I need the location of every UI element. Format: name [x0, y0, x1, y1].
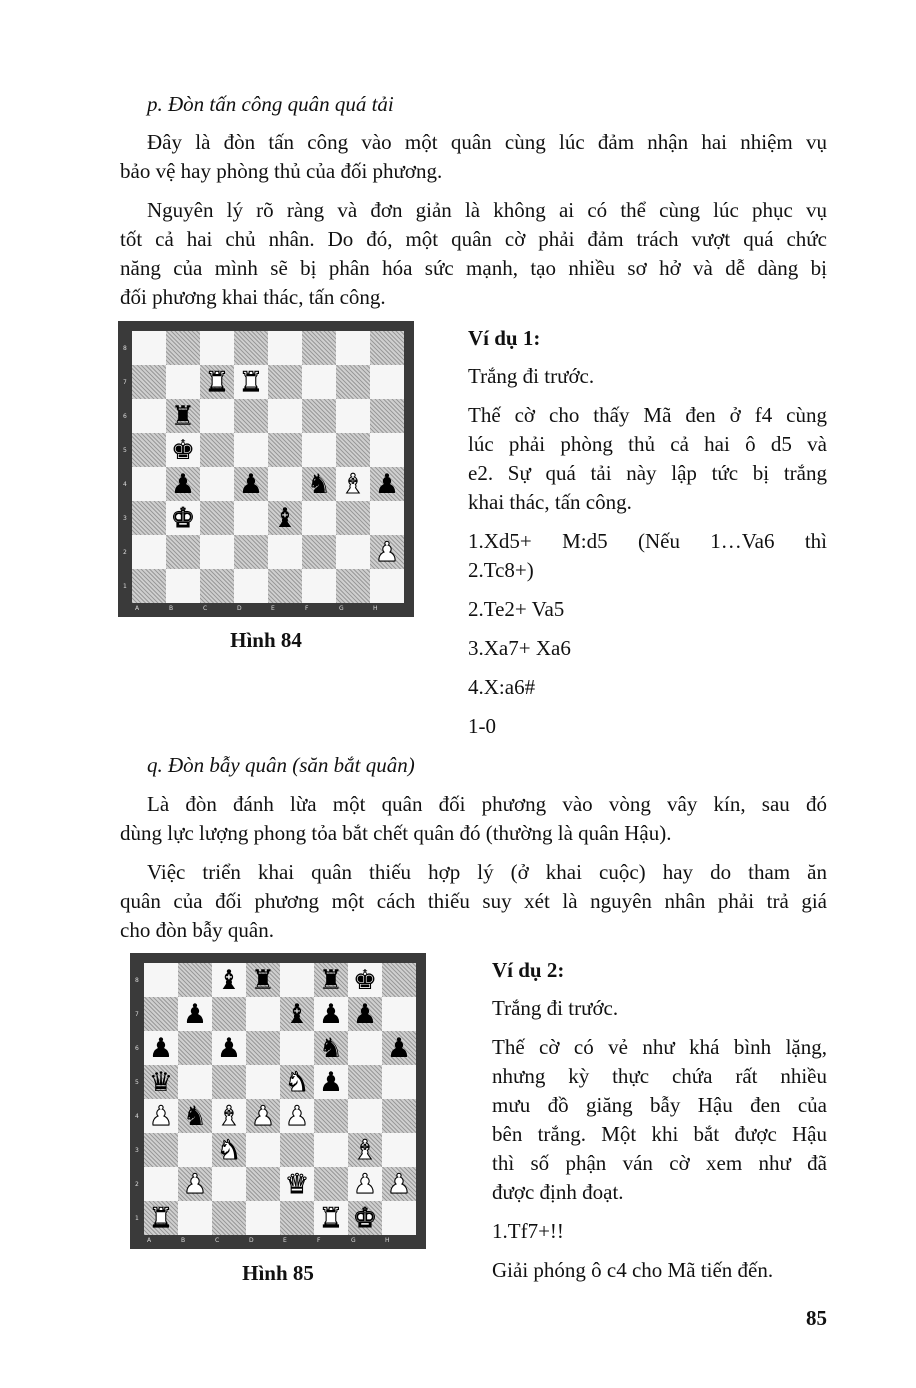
section-p-para2-line1: Nguyên lý rõ ràng và đơn giản là không ai có thể cùng lúc phục vụ	[147, 198, 827, 222]
white-rook-icon: ♜	[238, 366, 264, 398]
square-g2	[336, 535, 370, 569]
white-knight-icon: ♞	[284, 1066, 310, 1098]
square-e6	[280, 1031, 314, 1065]
white-pawn-icon: ♟	[352, 1168, 378, 1200]
square-g4	[336, 467, 370, 501]
square-h3	[370, 501, 404, 535]
square-g7	[348, 997, 382, 1031]
black-knight-icon: ♞	[318, 1032, 344, 1064]
file-label-d: D	[249, 1237, 254, 1244]
file-label-b: B	[169, 605, 174, 612]
rank-label-1: 1	[123, 583, 127, 590]
example1-result: 1-0	[468, 714, 496, 738]
square-a5	[132, 433, 166, 467]
square-c6	[212, 1031, 246, 1065]
white-pawn-icon: ♟	[386, 1168, 412, 1200]
file-label-f: F	[305, 605, 309, 612]
square-f7	[314, 997, 348, 1031]
square-d2	[234, 535, 268, 569]
square-a4	[144, 1099, 178, 1133]
figure-84-caption: Hình 84	[230, 628, 302, 652]
rank-label-3: 3	[135, 1147, 139, 1154]
square-g2	[348, 1167, 382, 1201]
square-c4	[200, 467, 234, 501]
black-pawn-icon: ♟	[216, 1032, 242, 1064]
square-h6	[382, 1031, 416, 1065]
example2-desc-line1: Thế cờ có vẻ như khá bình lặng,	[492, 1035, 827, 1059]
square-e2	[280, 1167, 314, 1201]
example2-title: Ví dụ 2:	[492, 958, 565, 982]
white-queen-icon: ♛	[284, 1168, 310, 1200]
black-knight-icon: ♞	[182, 1100, 208, 1132]
square-c3	[212, 1133, 246, 1167]
square-d3	[234, 501, 268, 535]
white-rook-icon: ♜	[204, 366, 230, 398]
square-g3	[348, 1133, 382, 1167]
file-label-g: G	[339, 605, 344, 612]
section-q-para1-line1: Là đòn đánh lừa một quân đối phương vào vòng vây kín, sau đó	[147, 792, 827, 816]
square-a6	[144, 1031, 178, 1065]
file-label-c: C	[215, 1237, 220, 1244]
section-q-para2-line3: cho đòn bẫy quân.	[120, 918, 274, 942]
square-c5	[212, 1065, 246, 1099]
example1-side: Trắng đi trước.	[468, 364, 595, 388]
square-a8	[144, 963, 178, 997]
white-pawn-icon: ♟	[182, 1168, 208, 1200]
rank-label-5: 5	[135, 1079, 139, 1086]
square-g1	[348, 1201, 382, 1235]
square-d2	[246, 1167, 280, 1201]
black-bishop-icon: ♝	[216, 964, 242, 996]
example1-move2: 2.Te2+ Va5	[468, 597, 565, 621]
section-p-para2-line2: tốt cả hai chủ nhân. Do đó, một quân cờ phải đảm trách vượt quá chức	[120, 227, 827, 251]
example1-move3: 3.Xa7+ Xa6	[468, 636, 571, 660]
square-a8	[132, 331, 166, 365]
rank-label-4: 4	[123, 481, 127, 488]
black-pawn-icon: ♟	[170, 468, 196, 500]
square-d6	[246, 1031, 280, 1065]
square-e3	[268, 501, 302, 535]
rank-label-8: 8	[135, 977, 139, 984]
square-h8	[370, 331, 404, 365]
square-b6	[166, 399, 200, 433]
white-bishop-icon: ♝	[340, 468, 366, 500]
black-pawn-icon: ♟	[318, 1066, 344, 1098]
file-label-g: G	[351, 1237, 356, 1244]
square-f3	[314, 1133, 348, 1167]
board-84-frame	[118, 321, 414, 617]
file-label-h: H	[385, 1237, 390, 1244]
rank-label-5: 5	[123, 447, 127, 454]
black-bishop-icon: ♝	[284, 998, 310, 1030]
square-f2	[314, 1167, 348, 1201]
square-f7	[302, 365, 336, 399]
square-h8	[382, 963, 416, 997]
example1-desc-line2: lúc phải phòng thủ cả hai ô d5 và	[468, 432, 827, 456]
square-e1	[268, 569, 302, 603]
example2-move1: 1.Tf7+!!	[492, 1219, 564, 1243]
example2-side: Trắng đi trước.	[492, 996, 619, 1020]
square-f1	[302, 569, 336, 603]
square-h5	[370, 433, 404, 467]
file-label-e: E	[283, 1237, 287, 1244]
rank-label-1: 1	[135, 1215, 139, 1222]
rank-label-6: 6	[123, 413, 127, 420]
square-g8	[336, 331, 370, 365]
square-f6	[302, 399, 336, 433]
example1-desc-line3: e2. Sự quá tải này lập tức bị trắng	[468, 461, 827, 485]
square-d6	[234, 399, 268, 433]
square-b4	[166, 467, 200, 501]
square-d3	[246, 1133, 280, 1167]
black-rook-icon: ♜	[250, 964, 276, 996]
square-e6	[268, 399, 302, 433]
square-h2	[382, 1167, 416, 1201]
section-q-para2-line1: Việc triển khai quân thiếu hợp lý (ở khai cuộc) hay do tham ăn	[147, 860, 827, 884]
square-f1	[314, 1201, 348, 1235]
rank-label-2: 2	[135, 1181, 139, 1188]
square-f6	[314, 1031, 348, 1065]
black-pawn-icon: ♟	[318, 998, 344, 1030]
example2-note: Giải phóng ô c4 cho Mã tiến đến.	[492, 1258, 774, 1282]
square-f5	[302, 433, 336, 467]
black-knight-icon: ♞	[306, 468, 332, 500]
section-p-para2-line3: năng của mình sẽ bị phân hóa sức mạnh, tạo nhiều sơ hở và dễ dàng bị	[120, 256, 827, 280]
section-q-para2-line2: quân của đối phương một cách thiếu suy xét là nguyên nhân phải trả giá	[120, 889, 827, 913]
section-p-para1-line1: Đây là đòn tấn công vào một quân cùng lúc đảm nhận hai nhiệm vụ	[147, 130, 827, 154]
square-f2	[302, 535, 336, 569]
square-b3	[178, 1133, 212, 1167]
section-p-para2-line4: đối phương khai thác, tấn công.	[120, 285, 386, 309]
square-e5	[280, 1065, 314, 1099]
file-label-e: E	[271, 605, 275, 612]
square-c3	[200, 501, 234, 535]
square-h7	[370, 365, 404, 399]
white-king-icon: ♚	[170, 502, 196, 534]
square-a2	[144, 1167, 178, 1201]
square-h7	[382, 997, 416, 1031]
rank-label-3: 3	[123, 515, 127, 522]
square-a1	[132, 569, 166, 603]
example2-desc-line6: được định đoạt.	[492, 1180, 624, 1204]
square-b3	[166, 501, 200, 535]
file-label-f: F	[317, 1237, 321, 1244]
square-e3	[280, 1133, 314, 1167]
square-h6	[370, 399, 404, 433]
square-c8	[200, 331, 234, 365]
black-pawn-icon: ♟	[352, 998, 378, 1030]
square-e5	[268, 433, 302, 467]
square-a6	[132, 399, 166, 433]
square-f4	[302, 467, 336, 501]
example2-desc-line3: mưu đồ giăng bẫy Hậu đen của	[492, 1093, 827, 1117]
square-a3	[132, 501, 166, 535]
square-a7	[144, 997, 178, 1031]
square-d7	[246, 997, 280, 1031]
figure-85-caption: Hình 85	[242, 1261, 314, 1285]
square-d1	[234, 569, 268, 603]
square-g5	[348, 1065, 382, 1099]
example1-desc-line1: Thế cờ cho thấy Mã đen ở f4 cùng	[468, 403, 827, 427]
section-p-para1-line2: bảo vệ hay phòng thủ của đối phương.	[120, 159, 443, 183]
square-d7	[234, 365, 268, 399]
black-pawn-icon: ♟	[238, 468, 264, 500]
black-king-icon: ♚	[170, 434, 196, 466]
white-pawn-icon: ♟	[250, 1100, 276, 1132]
example1-move1-line1: 1.Xd5+ M:d5 (Nếu 1…Va6 thì	[468, 529, 827, 553]
square-a3	[144, 1133, 178, 1167]
square-f4	[314, 1099, 348, 1133]
page-number: 85	[806, 1306, 827, 1330]
black-pawn-icon: ♟	[148, 1032, 174, 1064]
file-label-d: D	[237, 605, 242, 612]
square-c6	[200, 399, 234, 433]
square-b8	[166, 331, 200, 365]
section-q-heading: q. Đòn bẫy quân (săn bắt quân)	[147, 753, 415, 777]
square-b1	[178, 1201, 212, 1235]
square-f8	[302, 331, 336, 365]
square-a1	[144, 1201, 178, 1235]
square-g5	[336, 433, 370, 467]
square-d5	[234, 433, 268, 467]
square-f5	[314, 1065, 348, 1099]
square-h5	[382, 1065, 416, 1099]
example1-move1-line2: 2.Tc8+)	[468, 558, 534, 582]
square-g6	[336, 399, 370, 433]
square-g6	[348, 1031, 382, 1065]
black-bishop-icon: ♝	[272, 502, 298, 534]
square-e2	[268, 535, 302, 569]
square-d4	[246, 1099, 280, 1133]
rank-label-8: 8	[123, 345, 127, 352]
square-c1	[212, 1201, 246, 1235]
square-e8	[280, 963, 314, 997]
square-e8	[268, 331, 302, 365]
square-f3	[302, 501, 336, 535]
square-h4	[370, 467, 404, 501]
square-e7	[268, 365, 302, 399]
square-h2	[370, 535, 404, 569]
square-g1	[336, 569, 370, 603]
chess-board-85	[144, 963, 416, 1235]
board-85-frame	[130, 953, 426, 1249]
square-b2	[166, 535, 200, 569]
square-c2	[212, 1167, 246, 1201]
square-h4	[382, 1099, 416, 1133]
square-b6	[178, 1031, 212, 1065]
square-h1	[382, 1201, 416, 1235]
square-d5	[246, 1065, 280, 1099]
square-a7	[132, 365, 166, 399]
black-queen-icon: ♛	[148, 1066, 174, 1098]
file-label-b: B	[181, 1237, 186, 1244]
rank-label-6: 6	[135, 1045, 139, 1052]
white-knight-icon: ♞	[216, 1134, 242, 1166]
square-d4	[234, 467, 268, 501]
example1-title: Ví dụ 1:	[468, 326, 541, 350]
white-pawn-icon: ♟	[374, 536, 400, 568]
white-pawn-icon: ♟	[284, 1100, 310, 1132]
section-p-heading: p. Đòn tấn công quân quá tải	[147, 92, 394, 116]
rank-label-4: 4	[135, 1113, 139, 1120]
black-pawn-icon: ♟	[386, 1032, 412, 1064]
square-c7	[200, 365, 234, 399]
square-b1	[166, 569, 200, 603]
square-c2	[200, 535, 234, 569]
square-g7	[336, 365, 370, 399]
file-label-h: H	[373, 605, 378, 612]
example2-desc-line4: bên trắng. Một khi bắt được Hậu	[492, 1122, 827, 1146]
square-b5	[178, 1065, 212, 1099]
rank-label-7: 7	[123, 379, 127, 386]
square-b2	[178, 1167, 212, 1201]
square-h1	[370, 569, 404, 603]
square-e4	[280, 1099, 314, 1133]
example2-desc-line2: nhưng kỳ thực chứa rất nhiều	[492, 1064, 827, 1088]
square-a4	[132, 467, 166, 501]
square-c4	[212, 1099, 246, 1133]
square-d8	[246, 963, 280, 997]
black-pawn-icon: ♟	[182, 998, 208, 1030]
square-b4	[178, 1099, 212, 1133]
section-q-para1-line2: dùng lực lượng phong tỏa bắt chết quân đó (thường là quân Hậu).	[120, 821, 672, 845]
example2-desc-line5: thì số phận ván cờ xem như đã	[492, 1151, 827, 1175]
rank-label-7: 7	[135, 1011, 139, 1018]
square-g8	[348, 963, 382, 997]
square-f8	[314, 963, 348, 997]
black-rook-icon: ♜	[170, 400, 196, 432]
example1-desc-line4: khai thác, tấn công.	[468, 490, 632, 514]
white-rook-icon: ♜	[148, 1202, 174, 1234]
black-rook-icon: ♜	[318, 964, 344, 996]
square-h3	[382, 1133, 416, 1167]
example1-move4: 4.X:a6#	[468, 675, 536, 699]
square-g4	[348, 1099, 382, 1133]
white-bishop-icon: ♝	[216, 1100, 242, 1132]
square-c1	[200, 569, 234, 603]
square-d8	[234, 331, 268, 365]
square-e7	[280, 997, 314, 1031]
file-label-c: C	[203, 605, 208, 612]
rank-label-2: 2	[123, 549, 127, 556]
square-e4	[268, 467, 302, 501]
white-rook-icon: ♜	[318, 1202, 344, 1234]
square-c7	[212, 997, 246, 1031]
square-a5	[144, 1065, 178, 1099]
white-king-icon: ♚	[352, 1202, 378, 1234]
file-label-a: A	[147, 1237, 152, 1244]
chess-board-84	[132, 331, 404, 603]
white-pawn-icon: ♟	[148, 1100, 174, 1132]
square-a2	[132, 535, 166, 569]
square-c8	[212, 963, 246, 997]
square-b7	[178, 997, 212, 1031]
square-g3	[336, 501, 370, 535]
square-b5	[166, 433, 200, 467]
square-b8	[178, 963, 212, 997]
square-e1	[280, 1201, 314, 1235]
square-d1	[246, 1201, 280, 1235]
black-pawn-icon: ♟	[374, 468, 400, 500]
white-bishop-icon: ♝	[352, 1134, 378, 1166]
square-c5	[200, 433, 234, 467]
black-king-icon: ♚	[352, 964, 378, 996]
square-b7	[166, 365, 200, 399]
file-label-a: A	[135, 605, 140, 612]
